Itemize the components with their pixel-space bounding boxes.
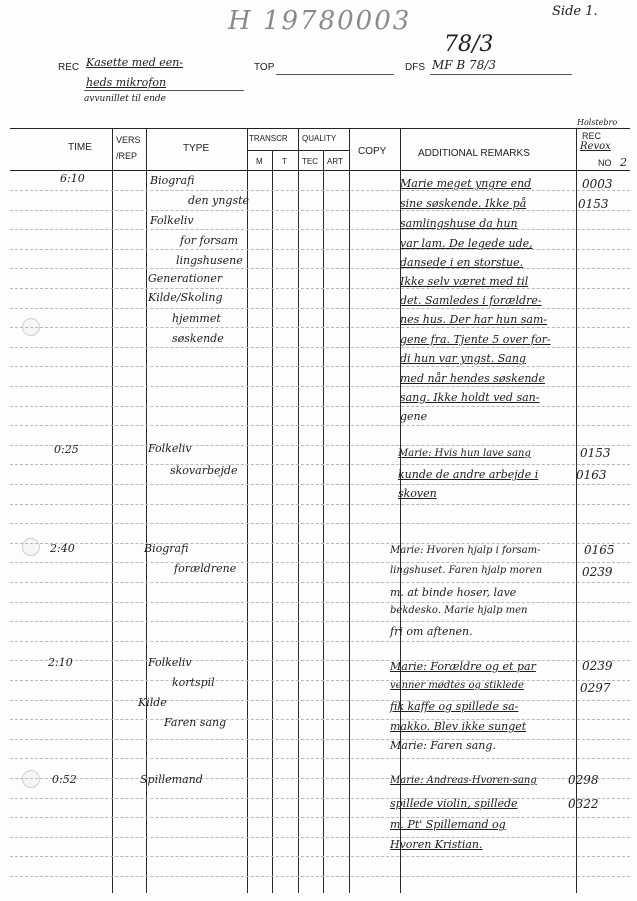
entry-remark-line: skoven: [398, 487, 437, 500]
entry-remark-line: di hun var yngst. Sang: [400, 352, 526, 365]
entry-rec-number: 0239: [582, 565, 613, 579]
ruled-line: [10, 660, 630, 661]
ruled-line: [10, 621, 630, 622]
entry-rec-number: 0163: [576, 468, 607, 482]
dfs-value: MF B 78/3: [432, 58, 497, 72]
rec-label: REC: [58, 62, 80, 73]
entry-remark-line: fri om aftenen.: [390, 625, 473, 638]
ruled-line: [10, 719, 630, 720]
col-vers: VERS: [116, 135, 141, 145]
binder-hole: [22, 770, 40, 788]
ruled-line: [10, 758, 630, 759]
entry-remark-line: lingshuset. Faren hjalp moren: [390, 565, 543, 576]
entry-remark-line: Marie: Faren sang.: [390, 739, 496, 752]
entry-type-line: Folkeliv: [150, 214, 194, 227]
entry-type-line: Generationer: [148, 272, 223, 285]
entry-type-line: Biografi: [144, 542, 189, 555]
entry-type-line: Kilde: [138, 696, 167, 709]
entry-rec-number: 0153: [578, 197, 609, 211]
entry-remark-line: venner mødtes og stiklede: [390, 680, 524, 691]
entry-remark-line: var lam. De legede ude,: [400, 237, 533, 250]
entry-remark-line: Marie: Hvoren hjalp i forsam-: [390, 545, 541, 556]
col-rec-no-rec: REC: [582, 131, 602, 141]
ruled-line: [10, 837, 630, 838]
ruled-line: [10, 268, 630, 269]
entry-remark-line: sine søskende. Ikke på: [400, 197, 527, 210]
col-quality-art: ART: [327, 157, 343, 166]
entry-rec-number: 0153: [580, 446, 611, 460]
entry-remark-line: samlingshuse da hun: [400, 217, 518, 230]
entry-type-line: den yngste: [188, 194, 250, 207]
ruled-line: [10, 817, 630, 818]
ruled-line: [10, 700, 630, 701]
entry-remark-line: gene: [400, 410, 428, 423]
entry-remark-line: m. Pt' Spillemand og: [390, 818, 506, 831]
entry-type-line: forældrene: [174, 562, 237, 575]
entry-remark-line: det. Samledes i forældre-: [400, 294, 542, 307]
entry-rec-number: 0298: [568, 773, 599, 787]
entry-remark-line: dansede i en storstue.: [400, 256, 524, 269]
entry-type-line: hjemmet: [172, 312, 221, 325]
ruled-line: [10, 582, 630, 583]
ref-number: 78/3: [444, 32, 494, 57]
entry-remark-line: sang. Ikke holdt ved san-: [400, 391, 540, 404]
entry-rec-number: 0165: [584, 543, 615, 557]
col-rec-no-number: 2: [620, 156, 627, 169]
entry-type-line: skovarbejde: [170, 464, 238, 477]
entry-type-line: Kilde/Skoling: [148, 291, 223, 304]
ruled-line: [10, 210, 630, 211]
entry-remark-line: Hvoren Kristian.: [390, 838, 483, 851]
ruled-line: [10, 523, 630, 524]
col-rec-no-top: Holstebro: [577, 118, 618, 127]
ruled-line: [10, 308, 630, 309]
entry-remark-line: nes hus. Der har hun sam-: [400, 313, 548, 326]
col-transcr: TRANSCR: [249, 134, 288, 143]
col-rec-no-no: NO: [598, 158, 612, 168]
col-quality-tec: TEC: [302, 157, 318, 166]
ruled-line: [10, 778, 630, 779]
entry-remark-line: Marie: Hvis hun lave sang: [398, 448, 531, 459]
entry-time: 2:10: [48, 656, 73, 669]
ruled-line: [10, 229, 630, 230]
col-transcr-m: M: [256, 157, 263, 166]
entry-remark-line: m. at binde hoser, lave: [390, 586, 517, 599]
entry-remark-line: Marie: Forældre og et par: [390, 660, 536, 673]
dfs-label: DFS: [405, 62, 425, 73]
ruled-line: [10, 680, 630, 681]
entry-remark-line: gene fra. Tjente 5 over for-: [400, 333, 551, 346]
rec-value-line2: heds mikrofon: [86, 76, 167, 89]
entry-rec-number: 0322: [568, 797, 599, 811]
entry-rec-number: 0003: [582, 177, 613, 191]
entry-type-line: Folkeliv: [148, 656, 192, 669]
entry-type-line: søskende: [172, 332, 224, 345]
top-label: TOP: [254, 62, 275, 73]
entry-type-line: lingshusene: [176, 254, 243, 267]
ruled-line: [10, 445, 630, 446]
entry-remark-line: makko. Blev ikke sunget: [390, 720, 527, 733]
ruled-line: [10, 386, 630, 387]
entry-time: 0:52: [52, 773, 77, 786]
page-label: Side 1.: [552, 4, 598, 19]
col-type: TYPE: [183, 143, 210, 154]
ruled-line: [10, 856, 630, 857]
ruled-line: [10, 249, 630, 250]
ruled-line: [10, 366, 630, 367]
ruled-line: [10, 739, 630, 740]
ruled-line: [10, 798, 630, 799]
col-transcr-t: T: [282, 157, 287, 166]
rec-value-line1: Kasette med een-: [86, 56, 184, 69]
ruled-line: [10, 406, 630, 407]
entry-remark-line: Marie meget yngre end: [400, 177, 532, 190]
ruled-line: [10, 327, 630, 328]
entry-type-line: Folkeliv: [148, 442, 192, 455]
entry-remark-line: Ikke selv været med til: [400, 275, 529, 288]
entry-type-line: kortspil: [172, 676, 215, 689]
entry-remark-line: Marie: Andreas-Hvoren-sang: [390, 775, 537, 786]
ruled-line: [10, 190, 630, 191]
entry-type-line: Spillemand: [140, 773, 203, 786]
ruled-line: [10, 876, 630, 877]
col-rec-no-revox: Revox: [580, 141, 611, 152]
entry-type-line: Faren sang: [164, 716, 227, 729]
rec-value-line3: avvunillet til ende: [84, 94, 167, 104]
entry-rec-number: 0297: [580, 681, 611, 695]
entry-rec-number: 0239: [582, 659, 613, 673]
ruled-line: [10, 464, 630, 465]
ruled-line: [10, 504, 630, 505]
entry-remark-line: med når hendes søskende: [400, 372, 545, 385]
entry-remark-line: spillede violin, spillede: [390, 797, 518, 810]
entry-remark-line: bekdesko. Marie hjalp men: [390, 605, 528, 616]
ruled-line: [10, 543, 630, 544]
binder-hole: [22, 538, 40, 556]
ruled-line: [10, 288, 630, 289]
col-time: TIME: [68, 142, 92, 153]
ruled-line: [10, 425, 630, 426]
entry-time: 6:10: [60, 172, 85, 185]
ruled-line: [10, 484, 630, 485]
ruled-line: [10, 347, 630, 348]
entry-type-line: Biografi: [150, 174, 195, 187]
archive-id: H 19780003: [228, 6, 412, 36]
col-quality: QUALITY: [302, 134, 337, 143]
ruled-line: [10, 602, 630, 603]
ruled-line: [10, 641, 630, 642]
entry-type-line: for forsam: [180, 234, 239, 247]
entry-time: 2:40: [50, 542, 75, 555]
col-remarks: ADDITIONAL REMARKS: [418, 148, 530, 159]
entry-remark-line: kunde de andre arbejde i: [398, 468, 539, 481]
col-rep: /REP: [116, 151, 138, 161]
col-copy: COPY: [358, 146, 387, 157]
entry-time: 0:25: [54, 443, 79, 456]
ruled-line: [10, 562, 630, 563]
entry-remark-line: fik kaffe og spillede sa-: [390, 700, 519, 713]
